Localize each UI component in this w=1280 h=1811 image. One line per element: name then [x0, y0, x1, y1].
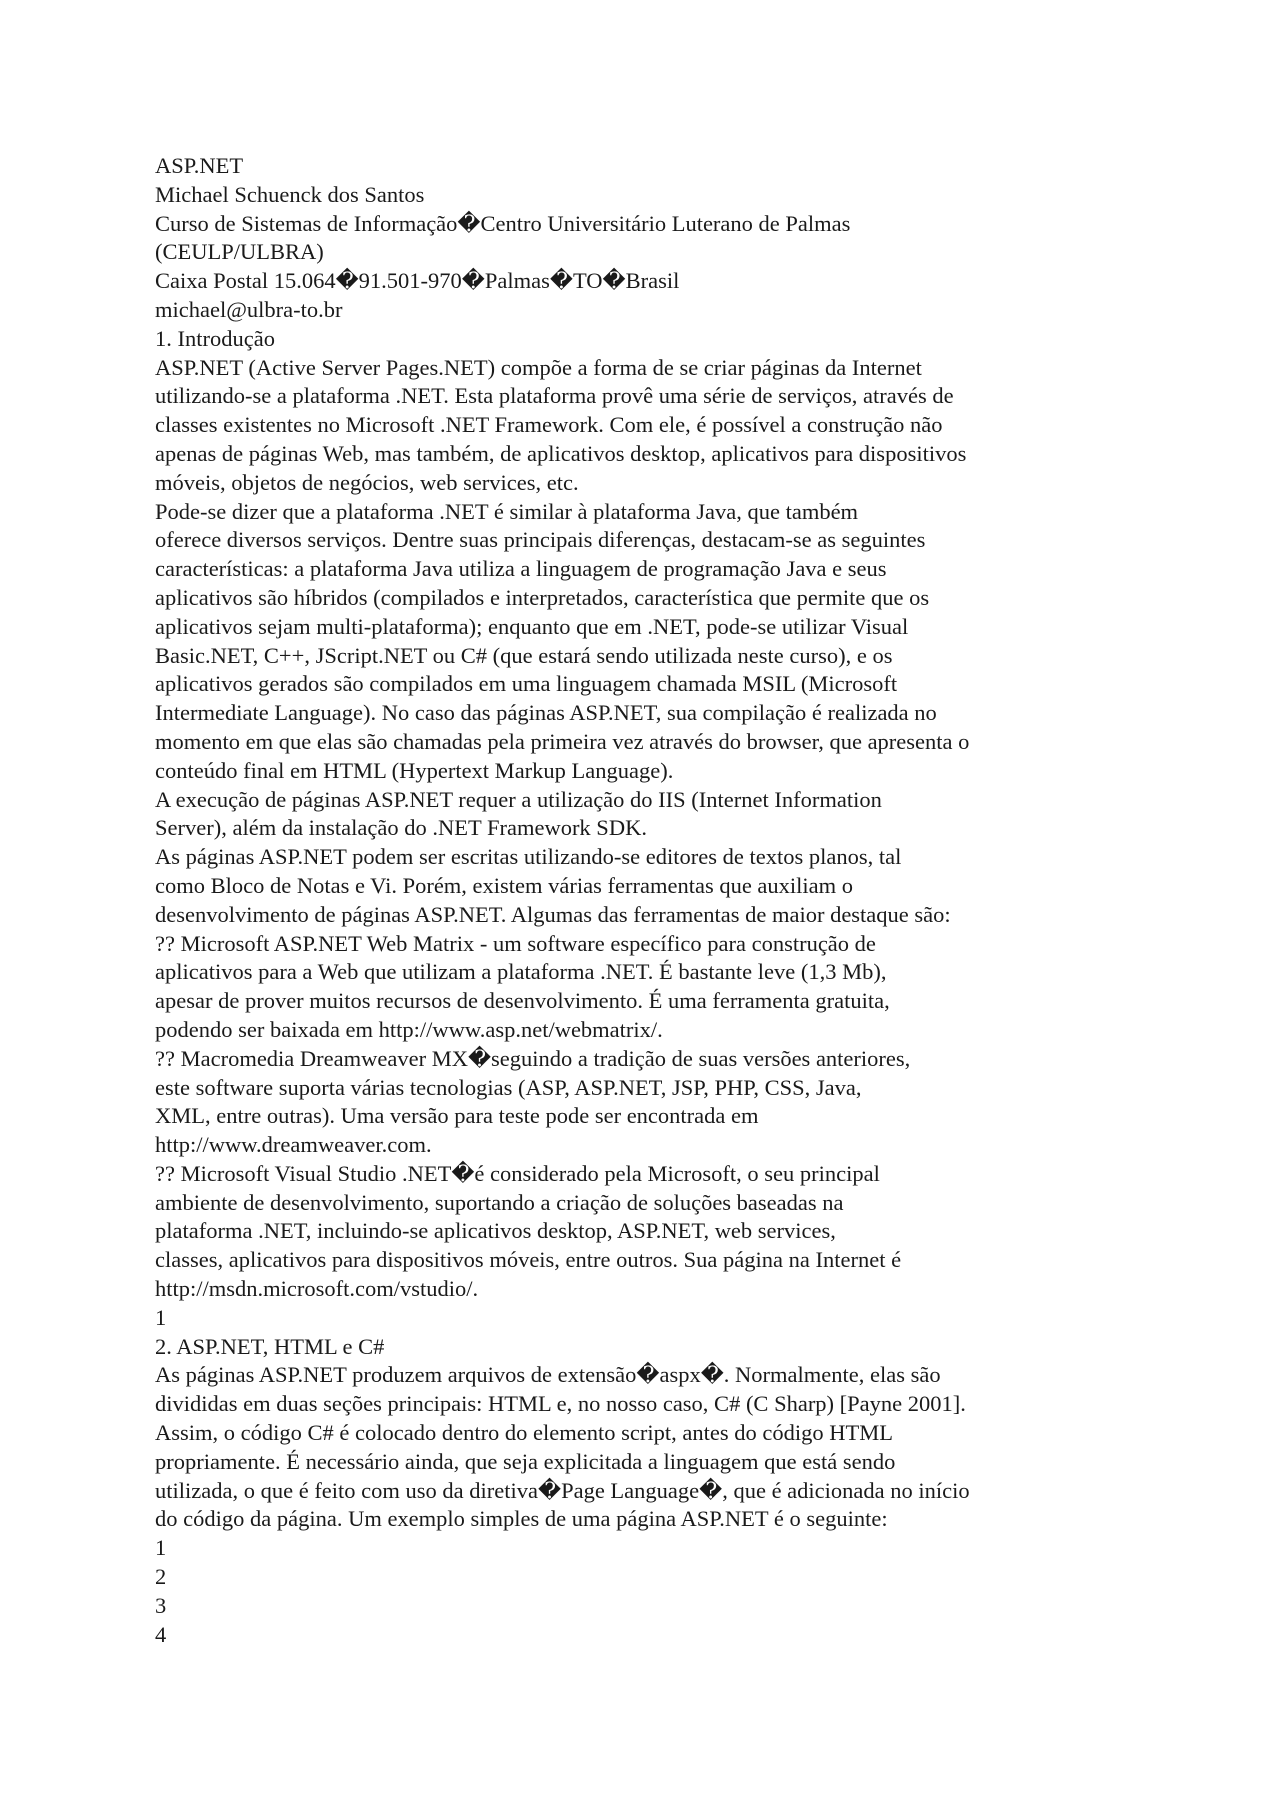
- paragraph-line: momento em que elas são chamadas pela primeira vez através do browser, que apresenta o: [155, 728, 970, 754]
- paragraph-line: Intermediate Language). No caso das páginas ASP.NET, sua compilação é realizada no: [155, 700, 937, 726]
- code-line-number: 4: [155, 1621, 167, 1647]
- paragraph-line: divididas em duas seções principais: HTML e, no nosso caso, C# (C Sharp) [Payne 2001].: [155, 1391, 966, 1417]
- paragraph-line: desenvolvimento de páginas ASP.NET. Algumas das ferramentas de maior destaque são:: [155, 901, 951, 927]
- paragraph-line: propriamente. É necessário ainda, que seja explicitada a linguagem que está sendo: [155, 1448, 896, 1474]
- document-page: [155, 152, 1115, 1649]
- paragraph-line: aplicativos gerados são compilados em uma linguagem chamada MSIL (Microsoft: [155, 671, 898, 697]
- paragraph-line: utilizada, o que é feito com uso da diretiva�Page Language�, que é adicionada no início: [155, 1477, 970, 1503]
- paragraph-line: oferece diversos serviços. Dentre suas principais diferenças, destacam-se as seguintes: [155, 527, 926, 553]
- footnote-number: 1: [155, 1304, 167, 1330]
- section-heading-introduction: 1. Introdução: [155, 325, 275, 351]
- paragraph-line: aplicativos sejam multi-plataforma); enquanto que em .NET, pode-se utilizar Visual: [155, 613, 909, 639]
- author-address: Caixa Postal 15.064�91.501-970�Palmas�TO�Brasil: [155, 268, 680, 294]
- paragraph-line: A execução de páginas ASP.NET requer a utilização do IIS (Internet Information: [155, 786, 882, 812]
- paragraph-line: móveis, objetos de negócios, web services, etc.: [155, 469, 579, 495]
- list-item-line: ?? Macromedia Dreamweaver MX�seguindo a tradição de suas versões anteriores,: [155, 1045, 911, 1071]
- code-line-number: 1: [155, 1535, 167, 1561]
- list-item-line: ?? Microsoft ASP.NET Web Matrix - um software específico para construção de: [155, 930, 876, 956]
- paragraph-line: do código da página. Um exemplo simples de uma página ASP.NET é o seguinte:: [155, 1506, 888, 1532]
- paragraph-line: aplicativos são híbridos (compilados e interpretados, característica que permite que os: [155, 584, 930, 610]
- paragraph-line: como Bloco de Notas e Vi. Porém, existem várias ferramentas que auxiliam o: [155, 872, 854, 898]
- list-item-line: aplicativos para a Web que utilizam a plataforma .NET. É bastante leve (1,3 Mb),: [155, 959, 887, 985]
- paragraph-line: As páginas ASP.NET produzem arquivos de extensão�aspx�. Normalmente, elas são: [155, 1362, 941, 1388]
- paragraph-line: Basic.NET, C++, JScript.NET ou C# (que estará sendo utilizada neste curso), e os: [155, 642, 893, 668]
- paragraph-line: características: a plataforma Java utiliza a linguagem de programação Java e seus: [155, 556, 887, 582]
- list-item-line: classes, aplicativos para dispositivos móveis, entre outros. Sua página na Internet é: [155, 1247, 902, 1273]
- list-item-line: http://msdn.microsoft.com/vstudio/.: [155, 1276, 479, 1302]
- paragraph-line: conteúdo final em HTML (Hypertext Markup Language).: [155, 757, 674, 783]
- paragraph-line: classes existentes no Microsoft .NET Framework. Com ele, é possível a construção não: [155, 412, 943, 438]
- paragraph-line: Server), além da instalação do .NET Framework SDK.: [155, 815, 647, 841]
- code-line-number: 3: [155, 1592, 167, 1618]
- list-item-line: este software suporta várias tecnologias (ASP, ASP.NET, JSP, PHP, CSS, Java,: [155, 1074, 862, 1100]
- paragraph-line: As páginas ASP.NET podem ser escritas utilizando-se editores de textos planos, tal: [155, 844, 902, 870]
- list-item-line: plataforma .NET, incluindo-se aplicativos desktop, ASP.NET, web services,: [155, 1218, 836, 1244]
- paragraph-line: apenas de páginas Web, mas também, de aplicativos desktop, aplicativos para dispositivos: [155, 440, 967, 466]
- paragraph-line: utilizando-se a plataforma .NET. Esta plataforma provê uma série de serviços, através de: [155, 383, 954, 409]
- author-affiliation: Curso de Sistemas de Informação�Centro Universitário Luterano de Palmas: [155, 210, 851, 236]
- code-line-number: 2: [155, 1564, 167, 1590]
- list-item-line: XML, entre outras). Uma versão para teste pode ser encontrada em: [155, 1103, 759, 1129]
- list-item-line: ambiente de desenvolvimento, suportando a criação de soluções baseadas na: [155, 1189, 844, 1215]
- list-item-line: http://www.dreamweaver.com.: [155, 1132, 432, 1158]
- paragraph-line: Assim, o código C# é colocado dentro do elemento script, antes do código HTML: [155, 1420, 893, 1446]
- paragraph-line: ASP.NET (Active Server Pages.NET) compõe a forma de se criar páginas da Internet: [155, 354, 922, 380]
- author-email: michael@ulbra-to.br: [155, 296, 343, 322]
- section-heading-asp-html-csharp: 2. ASP.NET, HTML e C#: [155, 1333, 385, 1359]
- author-affiliation-cont: (CEULP/ULBRA): [155, 239, 324, 265]
- author-name: Michael Schuenck dos Santos: [155, 181, 425, 207]
- list-item-line: ?? Microsoft Visual Studio .NET�é considerado pela Microsoft, o seu principal: [155, 1160, 880, 1186]
- doc-title: ASP.NET: [155, 153, 244, 178]
- list-item-line: podendo ser baixada em http://www.asp.net/webmatrix/.: [155, 1016, 663, 1042]
- paragraph-line: Pode-se dizer que a plataforma .NET é similar à plataforma Java, que também: [155, 498, 859, 524]
- list-item-line: apesar de prover muitos recursos de desenvolvimento. É uma ferramenta gratuita,: [155, 988, 890, 1014]
